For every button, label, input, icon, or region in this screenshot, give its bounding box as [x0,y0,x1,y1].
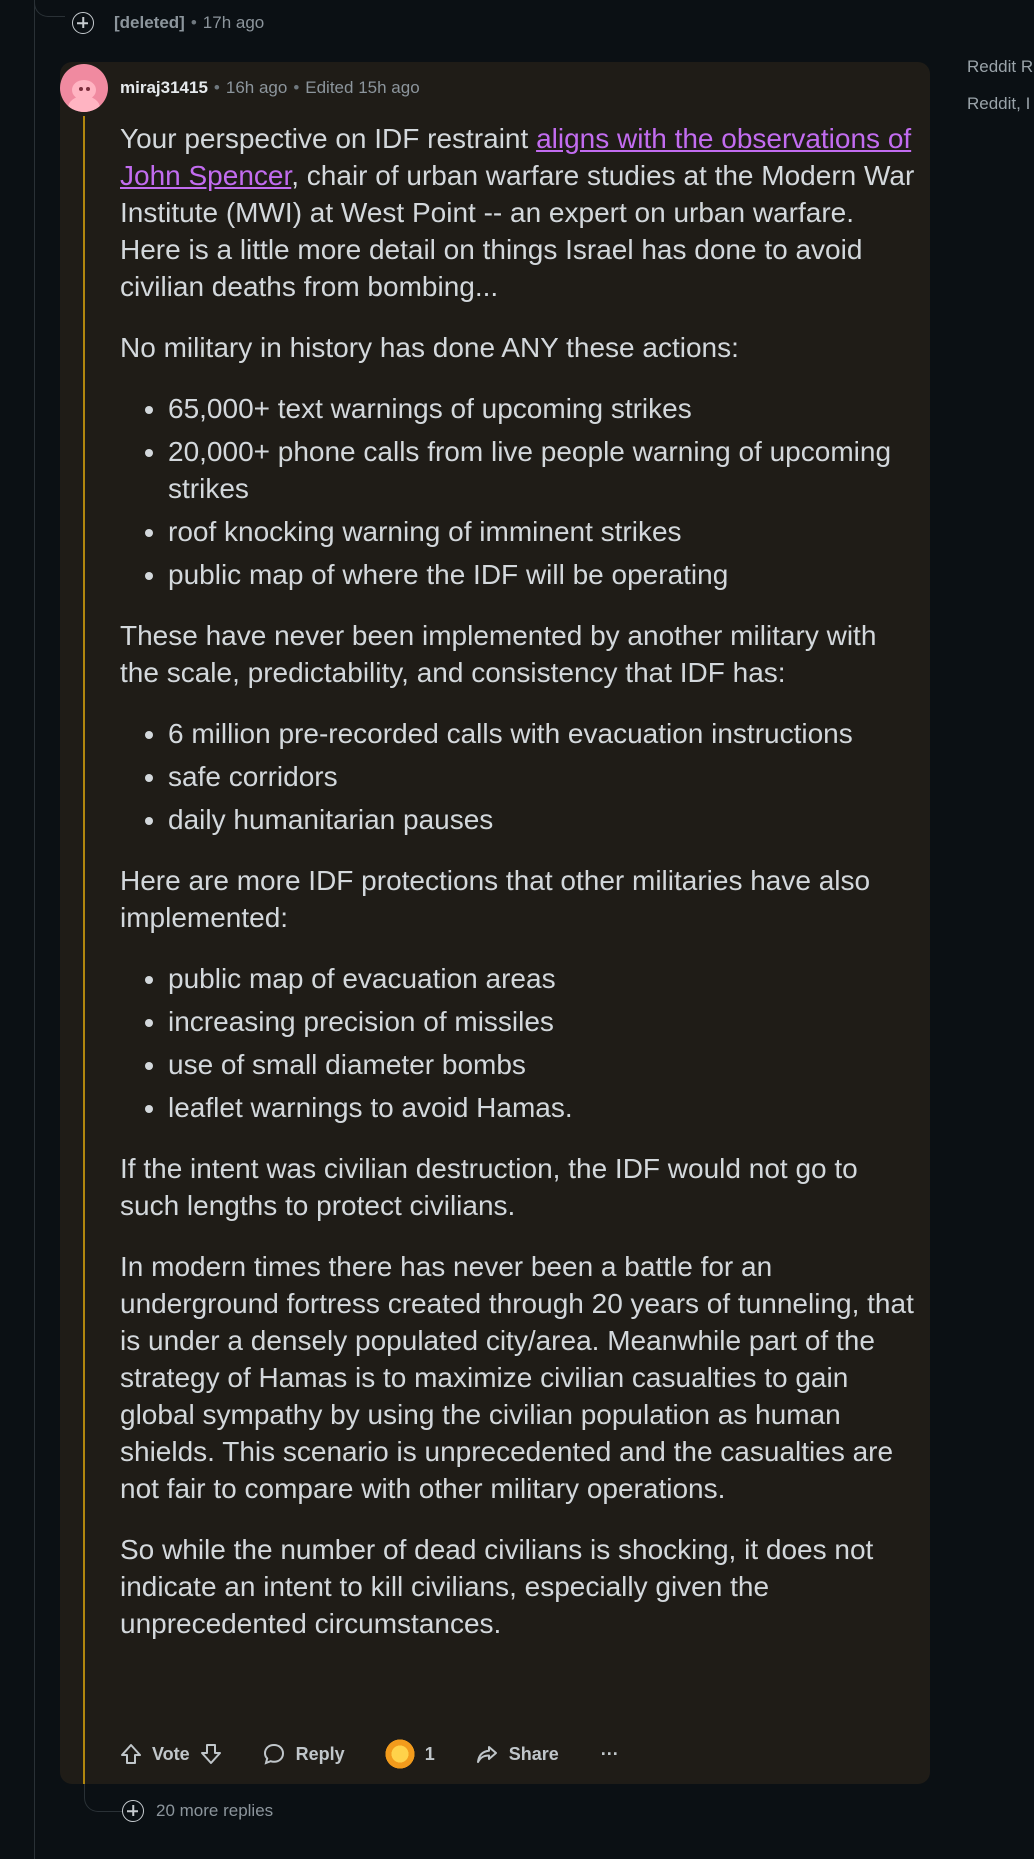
reply-label: Reply [295,1743,345,1764]
award-button[interactable] [383,1737,435,1771]
avatar-eye [86,87,90,91]
list-item: • 65,000+ text warnings of upcoming strikes [168,390,920,427]
avatar-head [72,80,96,100]
award-icon [383,1737,417,1771]
list-item: • public map of evacuation areas [168,960,920,997]
deleted-time: 17h ago [202,13,265,32]
list-item: • public map of where the IDF will be operating [168,556,920,593]
list-item: • safe corridors [168,758,920,795]
vote-group [120,1743,232,1765]
list [120,960,920,1126]
upvote-icon[interactable] [120,1743,142,1765]
right-rail-item[interactable]: Reddit, I [967,94,1031,113]
thread-connector [34,0,65,17]
paragraph: These have never been implemented by another military with the scale, predictability, and consistency that IDF has: [120,620,877,688]
comment-icon [262,1742,286,1766]
share-icon [475,1742,499,1766]
list [120,715,920,838]
action-bar [120,1736,649,1772]
list-item: • use of small diameter bombs [168,1046,920,1083]
award-count: 1 [424,1743,435,1764]
more-options-icon: ··· [600,1743,619,1764]
list-item: • leaflet warnings to avoid Hamas. [168,1089,920,1126]
separator-dot: • [293,78,300,97]
separator-dot: • [213,78,220,97]
paragraph: Here are more IDF protections that other militaries have also implemented: [120,865,871,933]
avatar[interactable] [60,64,108,112]
paragraph: No military in history has done ANY these actions: [120,332,739,363]
thread-line [34,0,35,1859]
list [120,390,920,593]
text: Your perspective on IDF restraint [120,123,537,154]
expand-icon[interactable] [72,12,94,34]
vote-label: Vote [152,1743,190,1764]
more-replies-button[interactable] [122,1800,273,1822]
spencer-link[interactable]: aligns with the observations of John Spencer [120,123,912,191]
comment-meta [120,78,420,98]
list-item: • 6 million pre-recorded calls with evacuation instructions [168,715,920,752]
thread-connector [84,1784,123,1812]
comment-author[interactable]: miraj31415 [120,78,208,97]
paragraph [120,120,920,305]
comment-edited: Edited 15h ago [305,78,420,97]
deleted-author: [deleted] [114,13,185,32]
separator-dot: • [190,13,197,32]
comment-body [120,120,920,1666]
comment-time: 16h ago [225,78,288,97]
paragraph: In modern times there has never been a battle for an underground fortress created through 20 years of tunneling, that is under a densely populated city/area. Meanwhile part of the strategy of Hamas is to maximize civilian casualties to gain global sympathy by using the civilian population as human shields. This scenario is unprecedented and the casualties are not fair to compare with other military operations. [120,1251,914,1504]
share-label: Share [508,1743,559,1764]
right-rail-item[interactable]: Reddit R [967,57,1034,76]
more-options-button[interactable] [601,1744,619,1765]
avatar-eye [79,87,83,91]
reply-button[interactable] [262,1742,345,1766]
comment-thread-line[interactable] [83,116,85,1784]
downvote-icon[interactable] [200,1743,222,1765]
expand-icon[interactable] [122,1800,144,1822]
text: , chair of urban warfare studies at the Modern War Institute (MWI) at West Point -- an expert on urban warfare. Here is a little more detail on things Israel has done to avoid civilian deaths from bombing... [120,160,915,302]
list-item: • roof knocking warning of imminent strikes [168,513,920,550]
deleted-comment-header [72,10,264,36]
more-replies-label: 20 more replies [156,1801,274,1820]
right-rail [967,48,1033,122]
list-item: • daily humanitarian pauses [168,801,920,838]
list-item: • 20,000+ phone calls from live people warning of upcoming strikes [168,433,920,507]
list-item: • increasing precision of missiles [168,1003,920,1040]
share-button[interactable] [475,1742,559,1766]
paragraph: If the intent was civilian destruction, the IDF would not go to such lengths to protect civilians. [120,1153,858,1221]
paragraph: So while the number of dead civilians is shocking, it does not indicate an intent to kill civilians, especially given the unprecedented circumstances. [120,1534,874,1639]
